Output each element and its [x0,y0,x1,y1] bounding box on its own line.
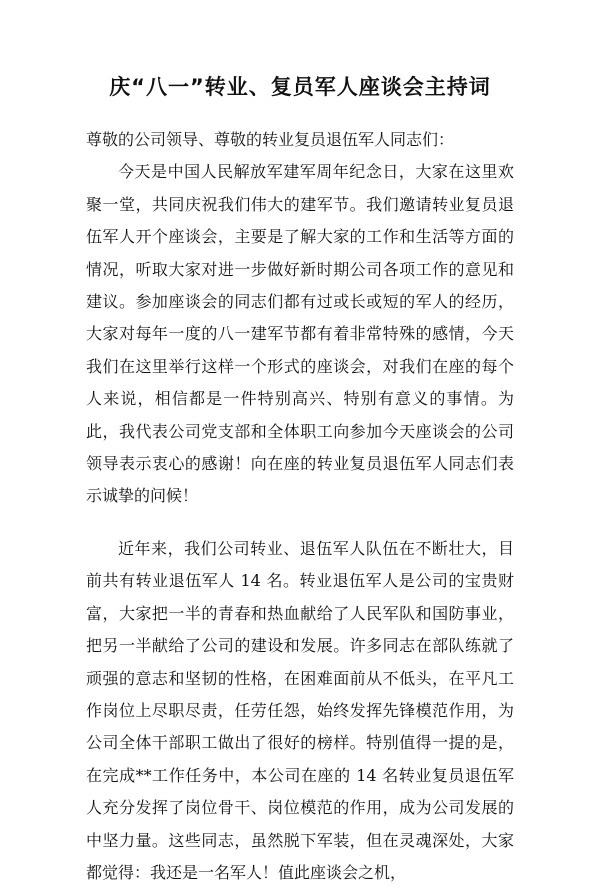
paragraph-opening: 今天是中国人民解放军建军周年纪念日，大家在这里欢聚一堂，共同庆祝我们伟大的建军节。我们邀请转业复员退伍军人开个座谈会，主要是了解大家的工作和生活等方面的情况，听取大家对进一步做好新时期公司各项工作的意见和建议。参加座谈会的同志们都有过或长或短的军人的经历，大家对每年一度的八一建军节都有着非常特殊的感情，今天我们在这里举行这样一个形式的座谈会，对我们在座的每个人来说，相信都是一件特别高兴、特别有意义的事情。为此，我代表公司党支部和全体职工向参加今天座谈会的公司领导表示衷心的感谢！向在座的转业复员退伍军人同志们表示诚挚的问候！ [86,162,514,506]
paragraph-veterans: 近年来，我们公司转业、退伍军人队伍在不断壮大，目前共有转业退伍军人 14 名。转业退伍军人是公司的宝贵财富，大家把一半的青春和热血献给了人民军队和国防事业，把另一半献给了公司的建设和发展。许多同志在部队练就了顽强的意志和坚韧的性格，在困难面前从不低头，在平凡工作岗位上尽职尽责，任劳任怨，始终发挥先锋模范作用，为公司全体干部职工做出了很好的榜样。特别值得一提的是，在完成**工作任务中，本公司在座的 14 名转业复员退伍军人充分发挥了岗位骨干、岗位模范的作用，成为公司发展的中坚力量。这些同志，虽然脱下军装，但在灵魂深处，大家都觉得：我还是一名军人！值此座谈会之机， [86,538,514,882]
salutation: 尊敬的公司领导、尊敬的转业复员退伍军人同志们： [86,130,455,149]
document-title: 庆“八一”转业、复员军人座谈会主持词 [109,75,491,99]
